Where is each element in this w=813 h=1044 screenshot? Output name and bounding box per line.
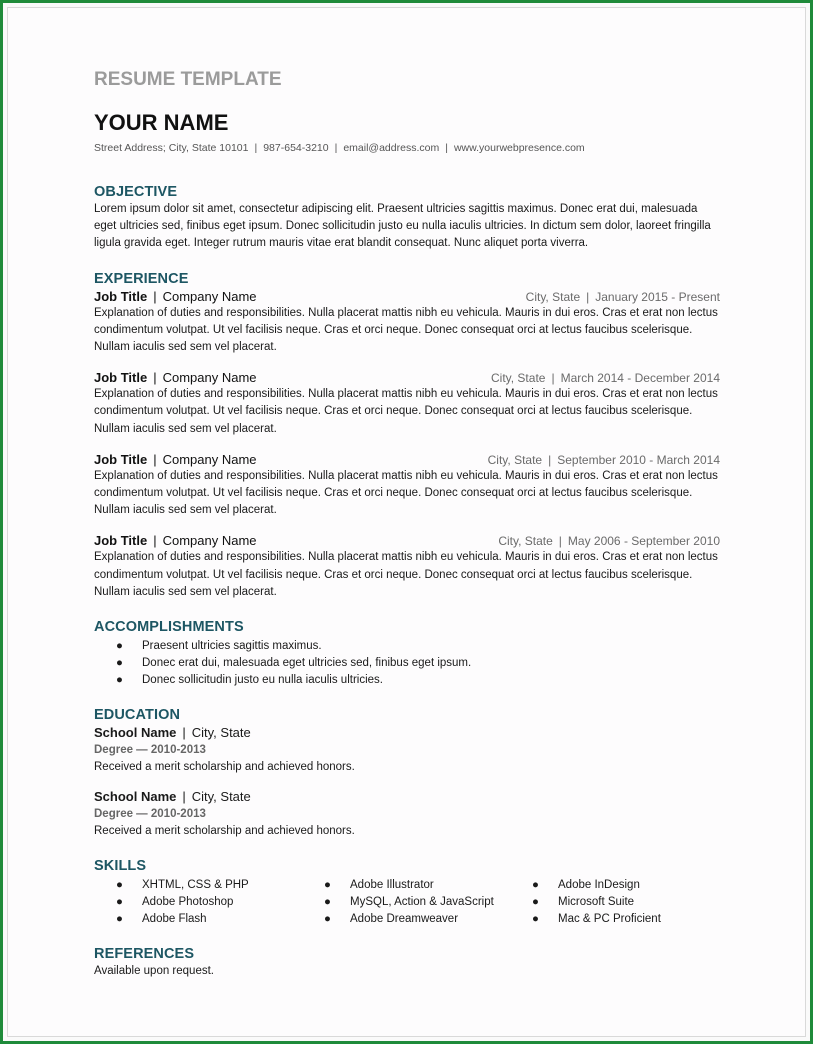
skill-text: MySQL, Action & JavaScript — [350, 896, 494, 909]
company-name: Company Name — [162, 288, 257, 304]
company-name: Company Name — [162, 370, 257, 386]
separator: | — [153, 451, 157, 467]
list-item — [94, 672, 720, 689]
separator: | — [153, 533, 157, 549]
job-header — [94, 451, 720, 468]
degree: Degree — 2010-2013 — [94, 744, 206, 757]
skill-text: XHTML, CSS & PHP — [142, 879, 249, 892]
job-dates: January 2015 - Present — [595, 289, 720, 304]
bullet-icon: ● — [532, 879, 539, 892]
resume — [94, 68, 720, 981]
section-heading: SKILLS — [94, 858, 147, 875]
section-heading: EXPERIENCE — [94, 270, 189, 287]
skill-text: Adobe Flash — [142, 913, 207, 926]
references-section — [94, 945, 720, 980]
job-entry — [94, 369, 720, 438]
school-name: School Name — [94, 725, 177, 741]
list-item — [302, 894, 510, 911]
job-title: Job Title — [94, 533, 148, 549]
objective-section — [94, 183, 720, 253]
section-heading: EDUCATION — [94, 707, 181, 724]
job-title: Job Title — [94, 288, 148, 304]
skills-column — [510, 877, 718, 928]
company-name: Company Name — [162, 451, 257, 467]
education-note: Received a merit scholarship and achieved honors. — [94, 761, 355, 774]
degree: Degree — 2010-2013 — [94, 808, 206, 821]
job-dates: March 2014 - December 2014 — [560, 371, 720, 386]
job-header — [94, 532, 720, 549]
list-item — [94, 911, 302, 928]
contact-email[interactable]: email@address.com — [343, 142, 440, 154]
section-heading: REFERENCES — [94, 946, 195, 963]
bullet-icon: ● — [116, 896, 123, 909]
separator: | — [558, 534, 562, 549]
bullet-icon: ● — [116, 913, 123, 926]
list-item-text: Donec erat dui, malesuada eget ultricies sed, finibus eget ipsum. — [142, 657, 472, 670]
bullet-icon: ● — [324, 913, 331, 926]
separator: | — [586, 289, 590, 304]
education-section — [94, 706, 720, 840]
objective-text: Lorem ipsum dolor sit amet, consectetur adipiscing elit. Praesent ultricies sagittis maximus. Donec erat dui, malesuada eget ultricies sed, finibus eget ipsum. Donec sollicitudin justo eu nulla iaculis ultricies. In dictum sem dolor, laoreet fringilla ligula gravida eget. Integer rutrum mauris vitae erat blandit consequat. Nunc aliquet porta viverra. — [94, 203, 711, 250]
job-dates: May 2006 - September 2010 — [567, 534, 720, 549]
job-header — [94, 288, 720, 305]
bullet-icon: ● — [116, 674, 123, 687]
candidate-name: YOUR NAME — [94, 110, 229, 135]
contact-website[interactable]: www.yourwebpresence.com — [453, 142, 585, 154]
skill-text: Mac & PC Proficient — [558, 913, 661, 926]
list-item — [510, 911, 718, 928]
education-entry — [94, 788, 720, 840]
job-entry — [94, 532, 720, 601]
list-item — [94, 877, 302, 894]
accomplishments-section — [94, 618, 720, 689]
bullet-icon: ● — [324, 879, 331, 892]
separator: | — [153, 288, 157, 304]
skills-column — [94, 877, 302, 928]
list-item — [302, 877, 510, 894]
accomplishments-list — [94, 638, 720, 689]
list-item — [510, 877, 718, 894]
bullet-icon: ● — [324, 896, 331, 909]
education-note: Received a merit scholarship and achieved honors. — [94, 825, 355, 838]
job-entry — [94, 288, 720, 357]
list-item-text: Praesent ultricies sagittis maximus. — [142, 640, 322, 653]
list-item — [94, 655, 720, 672]
skill-text: Adobe Photoshop — [142, 896, 234, 909]
list-item-text: Donec sollicitudin justo eu nulla iaculis ultricies. — [142, 674, 383, 687]
job-description: Explanation of duties and responsibilities. Nulla placerat mattis nibh eu vehicula. Mauris in dui eros. Cras et erat non lectus condimentum volutpat. Ut vel facilisis neque. Cras et orci neque. Donec consequat orci at lectus faucibus scelerisque. Nullam iaculis sed sem vel placerat. — [94, 306, 718, 354]
skill-text: Microsoft Suite — [558, 896, 635, 909]
bullet-icon: ● — [532, 913, 539, 926]
school-name: School Name — [94, 789, 177, 805]
list-item — [94, 894, 302, 911]
job-description: Explanation of duties and responsibilities. Nulla placerat mattis nibh eu vehicula. Mauris in dui eros. Cras et erat non lectus condimentum volutpat. Ut vel facilisis neque. Cras et orci neque. Donec consequat orci at lectus faucibus scelerisque. Nullam iaculis sed sem vel placerat. — [94, 551, 718, 598]
bullet-icon: ● — [116, 640, 123, 653]
school-location: City, State — [191, 725, 251, 741]
contact-line — [94, 141, 720, 155]
skill-text: Adobe InDesign — [558, 879, 640, 892]
job-dates: September 2010 - March 2014 — [557, 452, 720, 467]
job-description: Explanation of duties and responsibilities. Nulla placerat mattis nibh eu vehicula. Mauris in dui eros. Cras et erat non lectus condimentum volutpat. Ut vel facilisis neque. Cras et orci neque. Donec consequat orci at lectus faucibus scelerisque. Nullam iaculis sed sem vel placerat. — [94, 469, 718, 517]
skill-text: Adobe Dreamweaver — [350, 913, 459, 926]
references-text: Available upon request. — [94, 965, 214, 978]
separator: | — [548, 452, 552, 467]
job-description: Explanation of duties and responsibilities. Nulla placerat mattis nibh eu vehicula. Mauris in dui eros. Cras et erat non lectus condimentum volutpat. Ut vel facilisis neque. Cras et orci neque. Donec consequat orci at lectus faucibus scelerisque. Nullam iaculis sed sem vel placerat. — [94, 388, 718, 435]
list-item — [302, 911, 510, 928]
experience-section — [94, 270, 720, 601]
contact-separator: | — [445, 142, 448, 154]
section-heading: OBJECTIVE — [94, 184, 178, 200]
job-location: City, State — [498, 534, 553, 549]
contact-separator: | — [334, 142, 338, 154]
separator: | — [182, 789, 186, 805]
separator: | — [551, 371, 555, 386]
bullet-icon: ● — [532, 896, 539, 909]
job-location: City, State — [525, 289, 581, 304]
skills-section — [94, 857, 720, 928]
job-header — [94, 369, 720, 386]
list-item — [94, 638, 720, 655]
company-name: Company Name — [162, 533, 257, 549]
skill-text: Adobe Illustrator — [350, 879, 434, 892]
bullet-icon: ● — [116, 657, 123, 670]
contact-address: Street Address; City, State 10101 — [94, 142, 249, 154]
job-location: City, State — [490, 371, 546, 386]
contact-phone: 987-654-3210 — [263, 142, 329, 154]
job-entry — [94, 451, 720, 520]
job-title: Job Title — [94, 370, 148, 386]
bullet-icon: ● — [116, 879, 123, 892]
list-item — [510, 894, 718, 911]
school-location: City, State — [191, 789, 251, 805]
contact-separator: | — [254, 142, 258, 154]
education-entry — [94, 724, 720, 776]
job-title: Job Title — [94, 451, 148, 467]
separator: | — [153, 370, 157, 386]
job-location: City, State — [487, 452, 543, 467]
skills-column — [302, 877, 510, 928]
separator: | — [182, 725, 186, 741]
skills-grid — [94, 877, 720, 928]
template-title: RESUME TEMPLATE — [94, 69, 282, 90]
section-heading: ACCOMPLISHMENTS — [94, 619, 244, 636]
